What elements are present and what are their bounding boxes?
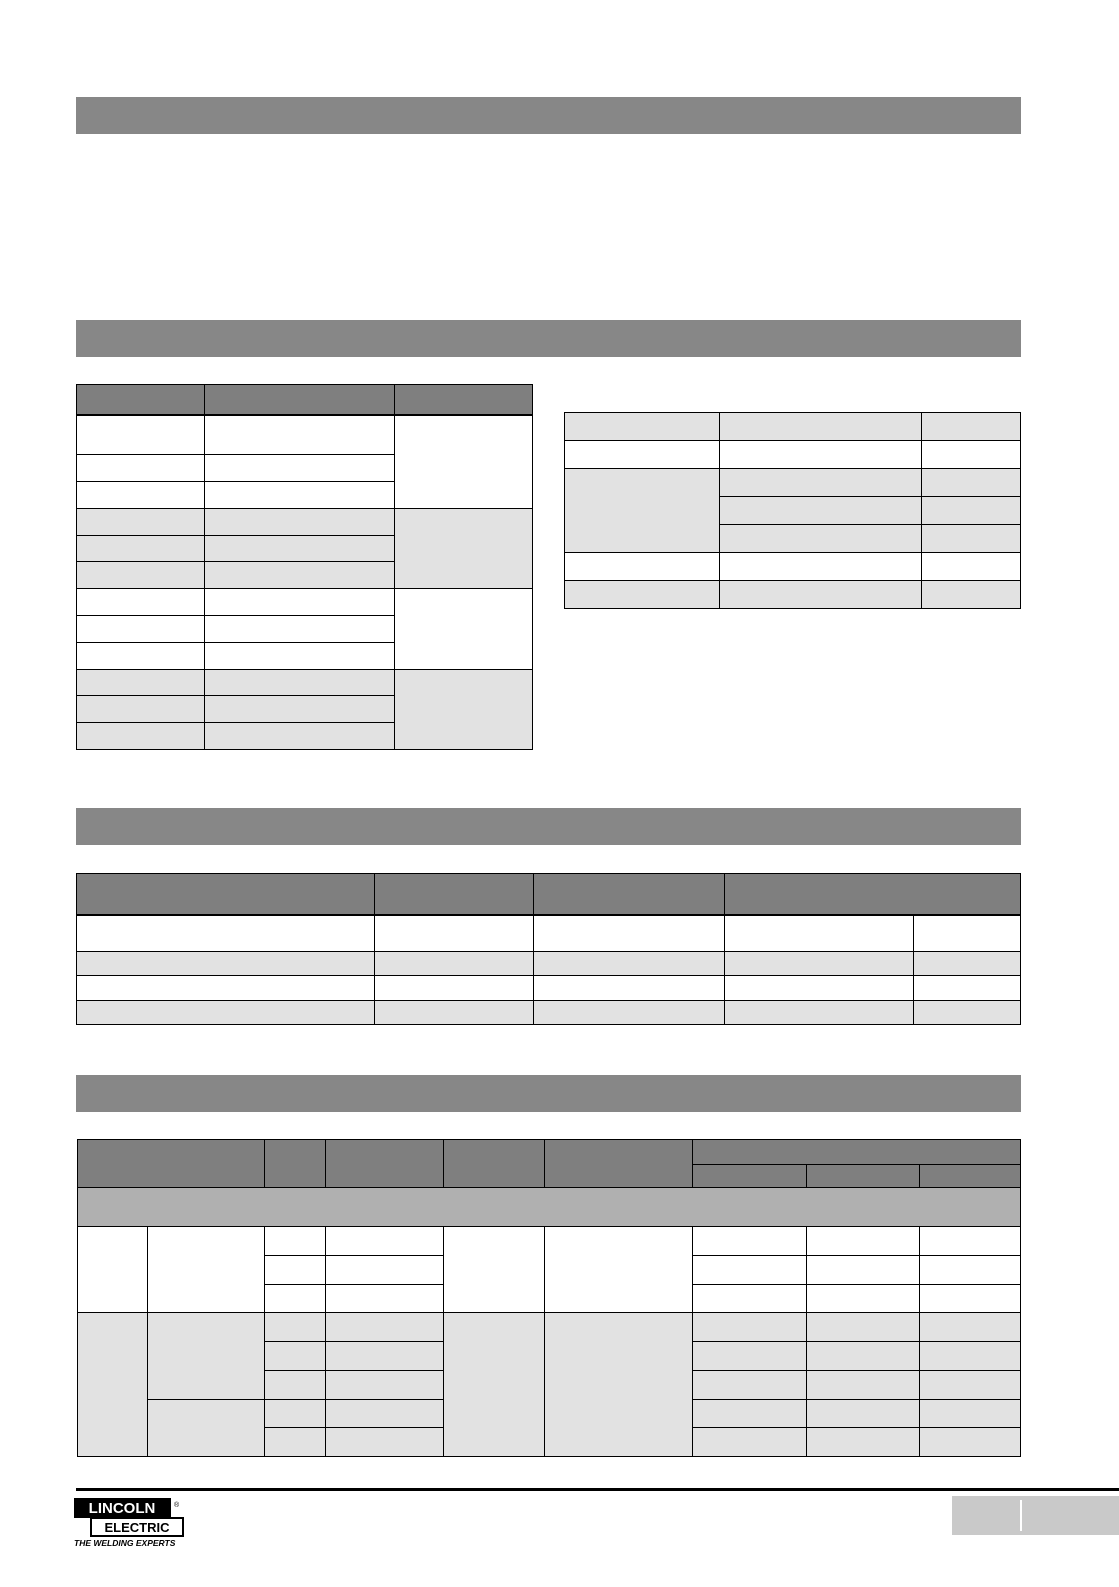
group-cell xyxy=(444,1313,545,1457)
table-header-cell xyxy=(205,385,395,415)
page-tab-divider xyxy=(1020,1500,1022,1531)
table-row xyxy=(78,1313,1021,1342)
section-header-bar-4 xyxy=(76,1075,1021,1112)
table-header-cell xyxy=(693,1140,1021,1165)
table-row xyxy=(77,915,1021,952)
footer-rule xyxy=(76,1488,1119,1491)
table-header-cell xyxy=(395,385,533,415)
table-header-cell xyxy=(444,1140,545,1188)
table-b xyxy=(564,412,1021,609)
table-header-cell xyxy=(545,1140,693,1188)
lincoln-electric-logo xyxy=(73,1497,198,1547)
group-cell xyxy=(395,415,533,509)
table-header-cell xyxy=(375,874,534,915)
table-c xyxy=(76,873,1021,1025)
group-cell xyxy=(395,669,533,749)
section-header-bar-2 xyxy=(76,320,1021,357)
table-row xyxy=(77,1000,1021,1024)
group-cell xyxy=(395,508,533,588)
group-cell xyxy=(148,1313,265,1399)
section-header-bar-3 xyxy=(76,808,1021,845)
table-subheader-cell xyxy=(693,1165,807,1188)
table-header-cell xyxy=(725,874,1021,915)
table-header-cell xyxy=(77,385,205,415)
logo-line-1: LINCOLN xyxy=(88,1500,156,1517)
group-cell xyxy=(148,1227,265,1313)
table-header-cell xyxy=(265,1140,326,1188)
table-band xyxy=(78,1188,1021,1227)
table-row xyxy=(77,415,533,455)
table-row xyxy=(565,441,1021,469)
table-header-cell xyxy=(534,874,725,915)
table-row xyxy=(565,553,1021,581)
table-row xyxy=(77,508,533,535)
group-cell xyxy=(395,589,533,669)
table-row xyxy=(565,581,1021,609)
table-a xyxy=(76,384,533,750)
table-row xyxy=(77,976,1021,1000)
group-cell xyxy=(545,1227,693,1313)
table-row xyxy=(77,589,533,616)
table-row xyxy=(565,469,1021,497)
table-row xyxy=(565,413,1021,441)
table-row xyxy=(77,951,1021,975)
table-row xyxy=(77,669,533,696)
logo-registered-mark: ® xyxy=(174,1502,180,1509)
page-number-tab xyxy=(952,1496,1119,1535)
group-cell xyxy=(78,1313,148,1457)
table-header-cell xyxy=(78,1140,265,1188)
table-d xyxy=(77,1139,1021,1457)
table-subheader-cell xyxy=(920,1165,1021,1188)
logo-tagline: THE WELDING EXPERTS xyxy=(74,1538,176,1547)
group-cell xyxy=(148,1399,265,1457)
logo-line-2: ELECTRIC xyxy=(104,1520,170,1535)
group-cell xyxy=(78,1227,148,1313)
section-header-bar-1 xyxy=(76,97,1021,134)
table-header-cell xyxy=(326,1140,444,1188)
group-cell xyxy=(444,1227,545,1313)
table-subheader-cell xyxy=(807,1165,920,1188)
table-header-cell xyxy=(77,874,375,915)
group-cell xyxy=(545,1313,693,1457)
table-row xyxy=(78,1227,1021,1256)
group-cell xyxy=(565,469,720,553)
